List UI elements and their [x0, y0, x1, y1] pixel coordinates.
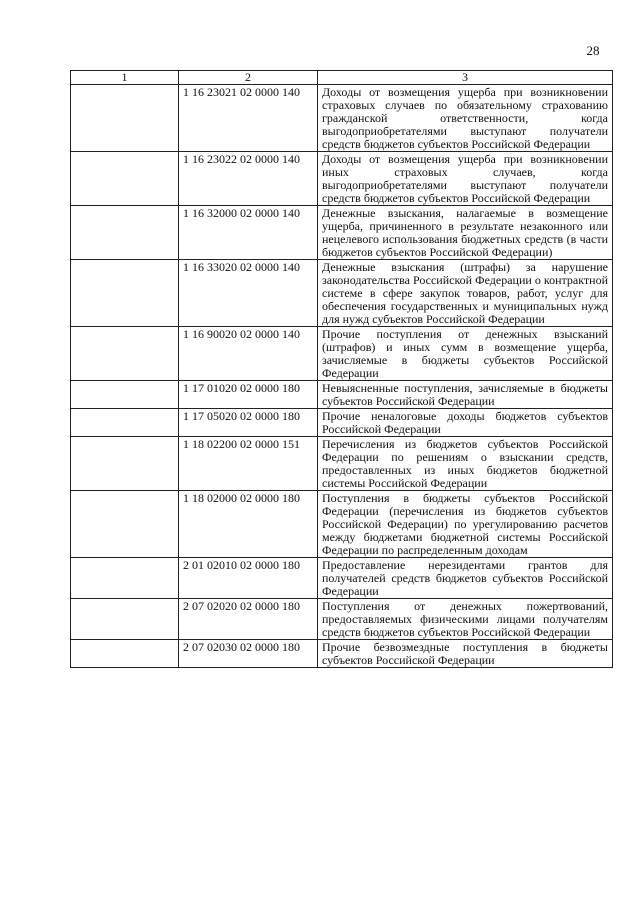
budget-code: 2 07 02020 02 0000 180 [179, 599, 318, 640]
row-first-column [71, 437, 179, 491]
row-first-column [71, 409, 179, 437]
row-first-column [71, 640, 179, 668]
row-first-column [71, 206, 179, 260]
column-header-1: 1 [71, 71, 179, 85]
row-first-column [71, 599, 179, 640]
table-row [71, 381, 613, 409]
row-first-column [71, 260, 179, 327]
column-header-3: 3 [318, 71, 613, 85]
budget-code: 1 18 02200 02 0000 151 [179, 437, 318, 491]
budget-code: 1 16 90020 02 0000 140 [179, 327, 318, 381]
table-row [71, 327, 613, 381]
budget-code: 1 18 02000 02 0000 180 [179, 491, 318, 558]
table-header-row [71, 71, 613, 85]
budget-classification-table [70, 70, 613, 668]
income-description: Прочие неналоговые доходы бюджетов субъектов Российской Федерации [318, 409, 613, 437]
budget-code: 1 17 01020 02 0000 180 [179, 381, 318, 409]
income-description: Предоставление нерезидентами грантов для получателей средств бюджетов субъектов Российской Федерации [318, 558, 613, 599]
table-row [71, 491, 613, 558]
table-row [71, 85, 613, 152]
income-description: Доходы от возмещения ущерба при возникновении иных страховых случаев, когда выгодоприобретателями выступают получатели средств бюджетов субъектов Российской Федерации [318, 152, 613, 206]
budget-code: 1 16 32000 02 0000 140 [179, 206, 318, 260]
income-description: Прочие безвозмездные поступления в бюджеты субъектов Российской Федерации [318, 640, 613, 668]
table-row [71, 437, 613, 491]
budget-code: 2 07 02030 02 0000 180 [179, 640, 318, 668]
row-first-column [71, 85, 179, 152]
budget-code: 2 01 02010 02 0000 180 [179, 558, 318, 599]
table-row [71, 152, 613, 206]
column-header-2: 2 [179, 71, 318, 85]
income-description: Денежные взыскания, налагаемые в возмещение ущерба, причиненного в результате незаконного или нецелевого использования бюджетных средств (в части бюджетов субъектов Российской Федерации) [318, 206, 613, 260]
income-description: Прочие поступления от денежных взысканий (штрафов) и иных сумм в возмещение ущерба, зачисляемые в бюджеты субъектов Российской Федерации [318, 327, 613, 381]
income-description: Перечисления из бюджетов субъектов Российской Федерации по решениям о взыскании средств, предоставленных из иных бюджетов бюджетной системы Российской Федерации [318, 437, 613, 491]
table-row [71, 599, 613, 640]
row-first-column [71, 152, 179, 206]
budget-code: 1 16 23022 02 0000 140 [179, 152, 318, 206]
table-row [71, 260, 613, 327]
table-row [71, 558, 613, 599]
page-number: 28 [586, 43, 600, 58]
row-first-column [71, 327, 179, 381]
row-first-column [71, 491, 179, 558]
income-description: Доходы от возмещения ущерба при возникновении страховых случаев по обязательному страхованию гражданской ответственности, когда выгодоприобретателями выступают получатели средств бюджетов субъектов Российской Федерации [318, 85, 613, 152]
row-first-column [71, 381, 179, 409]
income-description: Невыясненные поступления, зачисляемые в бюджеты субъектов Российской Федерации [318, 381, 613, 409]
budget-code: 1 16 23021 02 0000 140 [179, 85, 318, 152]
budget-code: 1 16 33020 02 0000 140 [179, 260, 318, 327]
income-description: Денежные взыскания (штрафы) за нарушение законодательства Российской Федерации о контрактной системе в сфере закупок товаров, работ, услуг для обеспечения государственных и муниципальных нужд для нужд субъектов Российской Федерации [318, 260, 613, 327]
table-row [71, 409, 613, 437]
table-row [71, 640, 613, 668]
table-row [71, 206, 613, 260]
income-description: Поступления в бюджеты субъектов Российской Федерации (перечисления из бюджетов субъектов Российской Федерации) по урегулированию расчетов между бюджетами бюджетной системы Российской Федерации по распределенным доходам [318, 491, 613, 558]
row-first-column [71, 558, 179, 599]
budget-code: 1 17 05020 02 0000 180 [179, 409, 318, 437]
income-description: Поступления от денежных пожертвований, предоставляемых физическими лицами получателям средств бюджетов субъектов Российской Федерации [318, 599, 613, 640]
